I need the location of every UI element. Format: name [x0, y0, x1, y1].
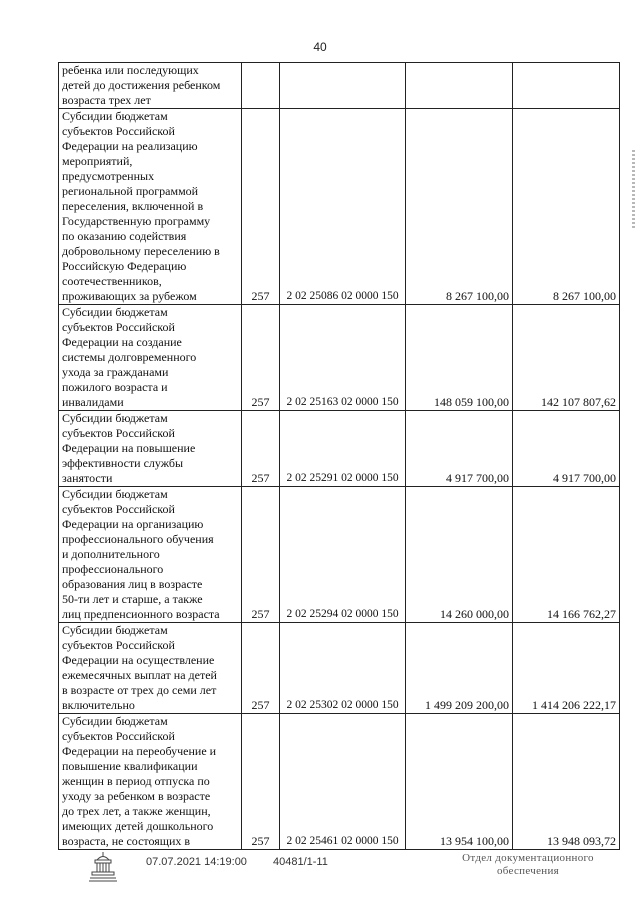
cell-kbk: 2 02 25461 02 0000 150: [280, 714, 406, 850]
cell-plan-amount: 14 260 000,00: [406, 487, 513, 623]
name-line: Субсидии бюджетам: [62, 109, 168, 123]
name-line: пожилого возраста и: [62, 380, 168, 394]
cell-fact-amount: 13 948 093,72: [513, 714, 620, 850]
name-line: возраста, не состоящих в: [62, 834, 191, 848]
name-line: занятости: [62, 471, 113, 485]
name-line: Федерации на создание: [62, 335, 182, 349]
table-row: [59, 487, 620, 623]
name-line: субъектов Российской: [62, 320, 175, 334]
cell-kbk: 2 02 25294 02 0000 150: [280, 487, 406, 623]
cell-plan-amount: [406, 63, 513, 109]
cell-name: [59, 487, 242, 623]
name-line: Российскую Федерацию: [62, 259, 187, 273]
cell-plan-amount: 8 267 100,00: [406, 109, 513, 305]
name-line: ребенка или последующих: [62, 63, 199, 77]
name-line: Субсидии бюджетам: [62, 487, 168, 501]
name-line: ежемесячных выплат на детей: [62, 668, 217, 682]
building-emblem-icon: [86, 850, 120, 884]
cell-fact-amount: 8 267 100,00: [513, 109, 620, 305]
budget-table: [58, 62, 620, 850]
cell-plan-amount: 1 499 209 200,00: [406, 623, 513, 714]
stamp-line-1: Отдел документационного: [462, 852, 594, 864]
name-line: субъектов Российской: [62, 638, 175, 652]
cell-plan-amount: 13 954 100,00: [406, 714, 513, 850]
name-line: проживающих за рубежом: [62, 289, 197, 303]
cell-code: 257: [242, 623, 280, 714]
name-line: Федерации на осуществление: [62, 653, 215, 667]
name-line: Субсидии бюджетам: [62, 305, 168, 319]
name-line: инвалидами: [62, 395, 124, 409]
name-line: соотечественников,: [62, 274, 162, 288]
table-row: [59, 714, 620, 850]
name-line: субъектов Российской: [62, 124, 175, 138]
name-line: профессионального обучения: [62, 532, 214, 546]
name-line: эффективности службы: [62, 456, 184, 470]
name-line: женщин в период отпуска по: [62, 774, 210, 788]
name-line: по оказанию содействия: [62, 229, 187, 243]
cell-code: 257: [242, 305, 280, 411]
name-line: Субсидии бюджетам: [62, 623, 168, 637]
name-line: до трех лет, а также женщин,: [62, 804, 211, 818]
cell-code: 257: [242, 109, 280, 305]
cell-plan-amount: 148 059 100,00: [406, 305, 513, 411]
name-line: Федерации на переобучение и: [62, 744, 217, 758]
name-line: ухода за гражданами: [62, 365, 169, 379]
cell-plan-amount: 4 917 700,00: [406, 411, 513, 487]
cell-name: [59, 714, 242, 850]
cell-name: [59, 305, 242, 411]
name-line: предусмотренных: [62, 169, 155, 183]
budget-table-body: [59, 63, 620, 850]
name-line: в возрасте от трех до семи лет: [62, 683, 217, 697]
name-line: и дополнительного: [62, 547, 160, 561]
cell-fact-amount: 14 166 762,27: [513, 487, 620, 623]
cell-fact-amount: 4 917 700,00: [513, 411, 620, 487]
name-line: 50-ти лет и старше, а также: [62, 592, 203, 606]
cell-kbk: [280, 63, 406, 109]
name-line: Государственную программу: [62, 214, 211, 228]
name-line: системы долговременного: [62, 350, 197, 364]
table-row: [59, 623, 620, 714]
name-line: мероприятий,: [62, 154, 133, 168]
cell-code: [242, 63, 280, 109]
cell-kbk: 2 02 25291 02 0000 150: [280, 411, 406, 487]
scan-edge-mark: [632, 150, 635, 230]
name-line: повышение квалификации: [62, 759, 198, 773]
name-line: субъектов Российской: [62, 502, 175, 516]
cell-kbk: 2 02 25086 02 0000 150: [280, 109, 406, 305]
cell-code: 257: [242, 714, 280, 850]
name-line: региональной программой: [62, 184, 199, 198]
page-number: 40: [313, 40, 327, 54]
cell-kbk: 2 02 25302 02 0000 150: [280, 623, 406, 714]
stamp-line-2: обеспечения: [496, 865, 560, 877]
name-line: Субсидии бюджетам: [62, 714, 168, 728]
name-line: Федерации на реализацию: [62, 139, 198, 153]
name-line: субъектов Российской: [62, 729, 175, 743]
cell-code: 257: [242, 411, 280, 487]
name-line: уходу за ребенком в возрасте: [62, 789, 211, 803]
name-line: имеющих детей дошкольного: [62, 819, 214, 833]
name-line: возраста трех лет: [62, 93, 151, 107]
page-footer: [0, 850, 640, 890]
table-row: [59, 63, 620, 109]
department-stamp: [448, 852, 608, 878]
cell-name: [59, 109, 242, 305]
cell-fact-amount: 1 414 206 222,17: [513, 623, 620, 714]
name-line: добровольному переселению в: [62, 244, 220, 258]
cell-kbk: 2 02 25163 02 0000 150: [280, 305, 406, 411]
name-line: Федерации на организацию: [62, 517, 204, 531]
name-line: детей до достижения ребенком: [62, 78, 221, 92]
name-line: Федерации на повышение: [62, 441, 196, 455]
cell-fact-amount: [513, 63, 620, 109]
cell-name: [59, 411, 242, 487]
name-line: включительно: [62, 698, 135, 712]
cell-name: [59, 623, 242, 714]
cell-name: [59, 63, 242, 109]
cell-fact-amount: 142 107 807,62: [513, 305, 620, 411]
name-line: переселения, включенной в: [62, 199, 204, 213]
name-line: Субсидии бюджетам: [62, 411, 168, 425]
name-line: образования лиц в возрасте: [62, 577, 203, 591]
name-line: лиц предпенсионного возраста: [62, 607, 220, 621]
table-row: [59, 109, 620, 305]
name-line: профессионального: [62, 562, 164, 576]
table-row: [59, 411, 620, 487]
footer-timestamp: 07.07.2021 14:19:00: [146, 856, 247, 868]
table-row: [59, 305, 620, 411]
footer-doc-number: 40481/1-11: [273, 856, 328, 868]
cell-code: 257: [242, 487, 280, 623]
name-line: субъектов Российской: [62, 426, 175, 440]
